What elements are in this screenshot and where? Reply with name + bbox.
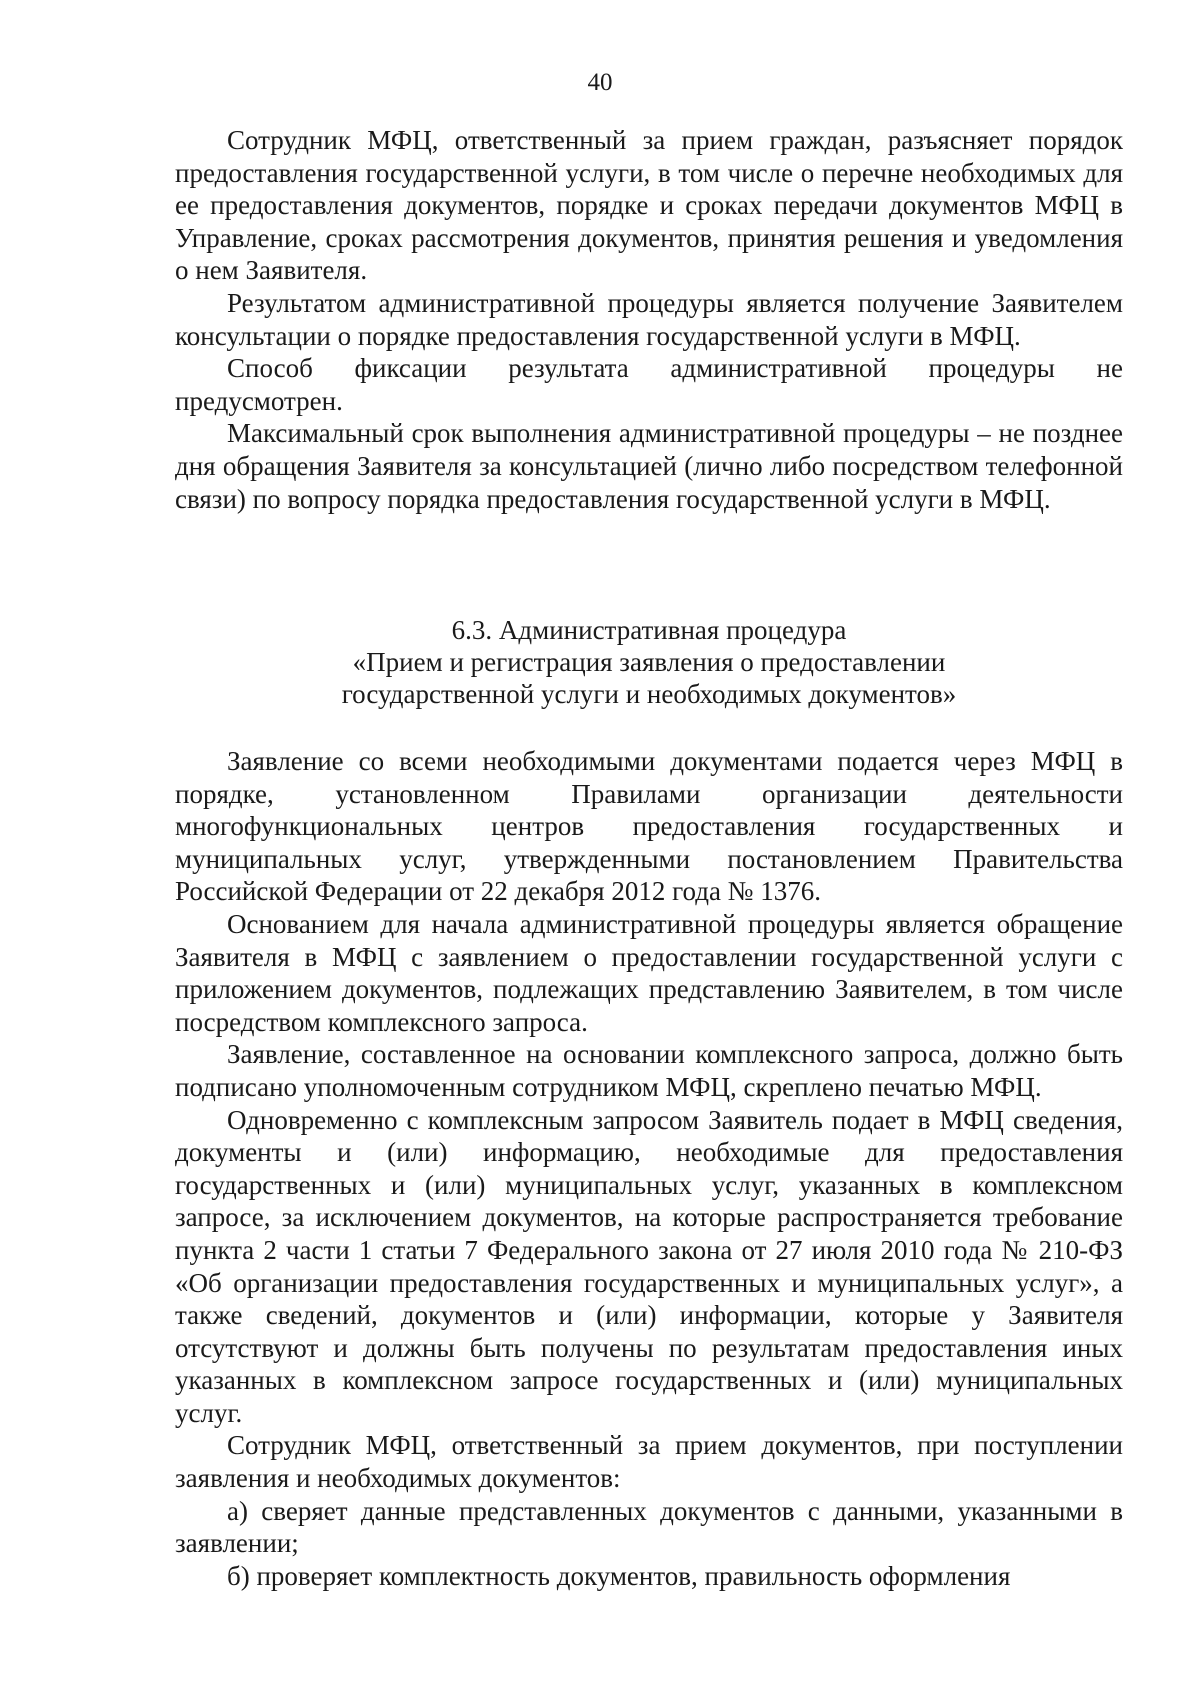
heading-line: 6.3. Административная процедура (451, 615, 847, 645)
list-item: б) проверяет комплектность документов, правильность оформления (227, 1560, 1011, 1591)
heading-line: государственной услуги и необходимых документов» (341, 679, 957, 709)
paragraph: Сотрудник МФЦ, ответственный за прием документов, при поступлении заявления и необходимых документов: (175, 1430, 1123, 1494)
paragraph: Результатом административной процедуры является получение Заявителем консультации о порядке предоставления государственной услуги в МФЦ. (175, 287, 1123, 351)
section-heading (175, 614, 1123, 710)
paragraph: Одновременно с комплексным запросом Заявитель подает в МФЦ сведения, документы и (или) информацию, необходимые для предоставления государственных и (или) муниципальных услуг, указанных в комплексном запросе, за исключением документов, на которые распространяется требование пункта 2 части 1 статьи 7 Федерального закона от 27 июля 2010 года № 210-ФЗ «Об организации предоставления государственных и муниципальных услуг», а также сведений, документов и (или) информации, которые у Заявителя отсутствуют и должны быть получены по результатам предоставления иных указанных в комплексном запросе государственных и (или) муниципальных услуг. (175, 1104, 1123, 1428)
paragraph: Основанием для начала административной процедуры является обращение Заявителя в МФЦ с заявлением о предоставлении государственной услуги с приложением документов, подлежащих представлению Заявителем, в том числе посредством комплексного запроса. (175, 908, 1123, 1037)
paragraph: Заявление, составленное на основании комплексного запроса, должно быть подписано уполномоченным сотрудником МФЦ, скреплено печатью МФЦ. (175, 1039, 1123, 1102)
section-consultation-text (175, 124, 1123, 515)
list-item: а) сверяет данные представленных документов с данными, указанными в заявлении; (175, 1495, 1123, 1559)
page-number: 40 (587, 69, 613, 96)
section-registration-text (175, 745, 1123, 1592)
paragraph: Сотрудник МФЦ, ответственный за прием граждан, разъясняет порядок предоставления государственной услуги, в том числе о перечне необходимых для ее предоставления документов, порядке и сроках передачи документов МФЦ в Управление, сроках рассмотрения документов, принятия решения и уведомления о нем Заявителя. (175, 125, 1123, 286)
paragraph: Способ фиксации результата административной процедуры не предусмотрен. (175, 353, 1123, 416)
heading-line: «Прием и регистрация заявления о предоставлении (352, 647, 946, 677)
paragraph: Заявление со всеми необходимыми документами подается через МФЦ в порядке, установленном Правилами организации деятельности многофункциональных центров предоставления государственных и муниципальных услуг, утвержденными постановлением Правительства Российской Федерации от 22 декабря 2012 года № 1376. (175, 746, 1123, 907)
paragraph: Максимальный срок выполнения административной процедуры – не позднее дня обращения Заявителя за консультацией (лично либо посредством телефонной связи) по вопросу порядка предоставления государственной услуги в МФЦ. (175, 418, 1123, 514)
